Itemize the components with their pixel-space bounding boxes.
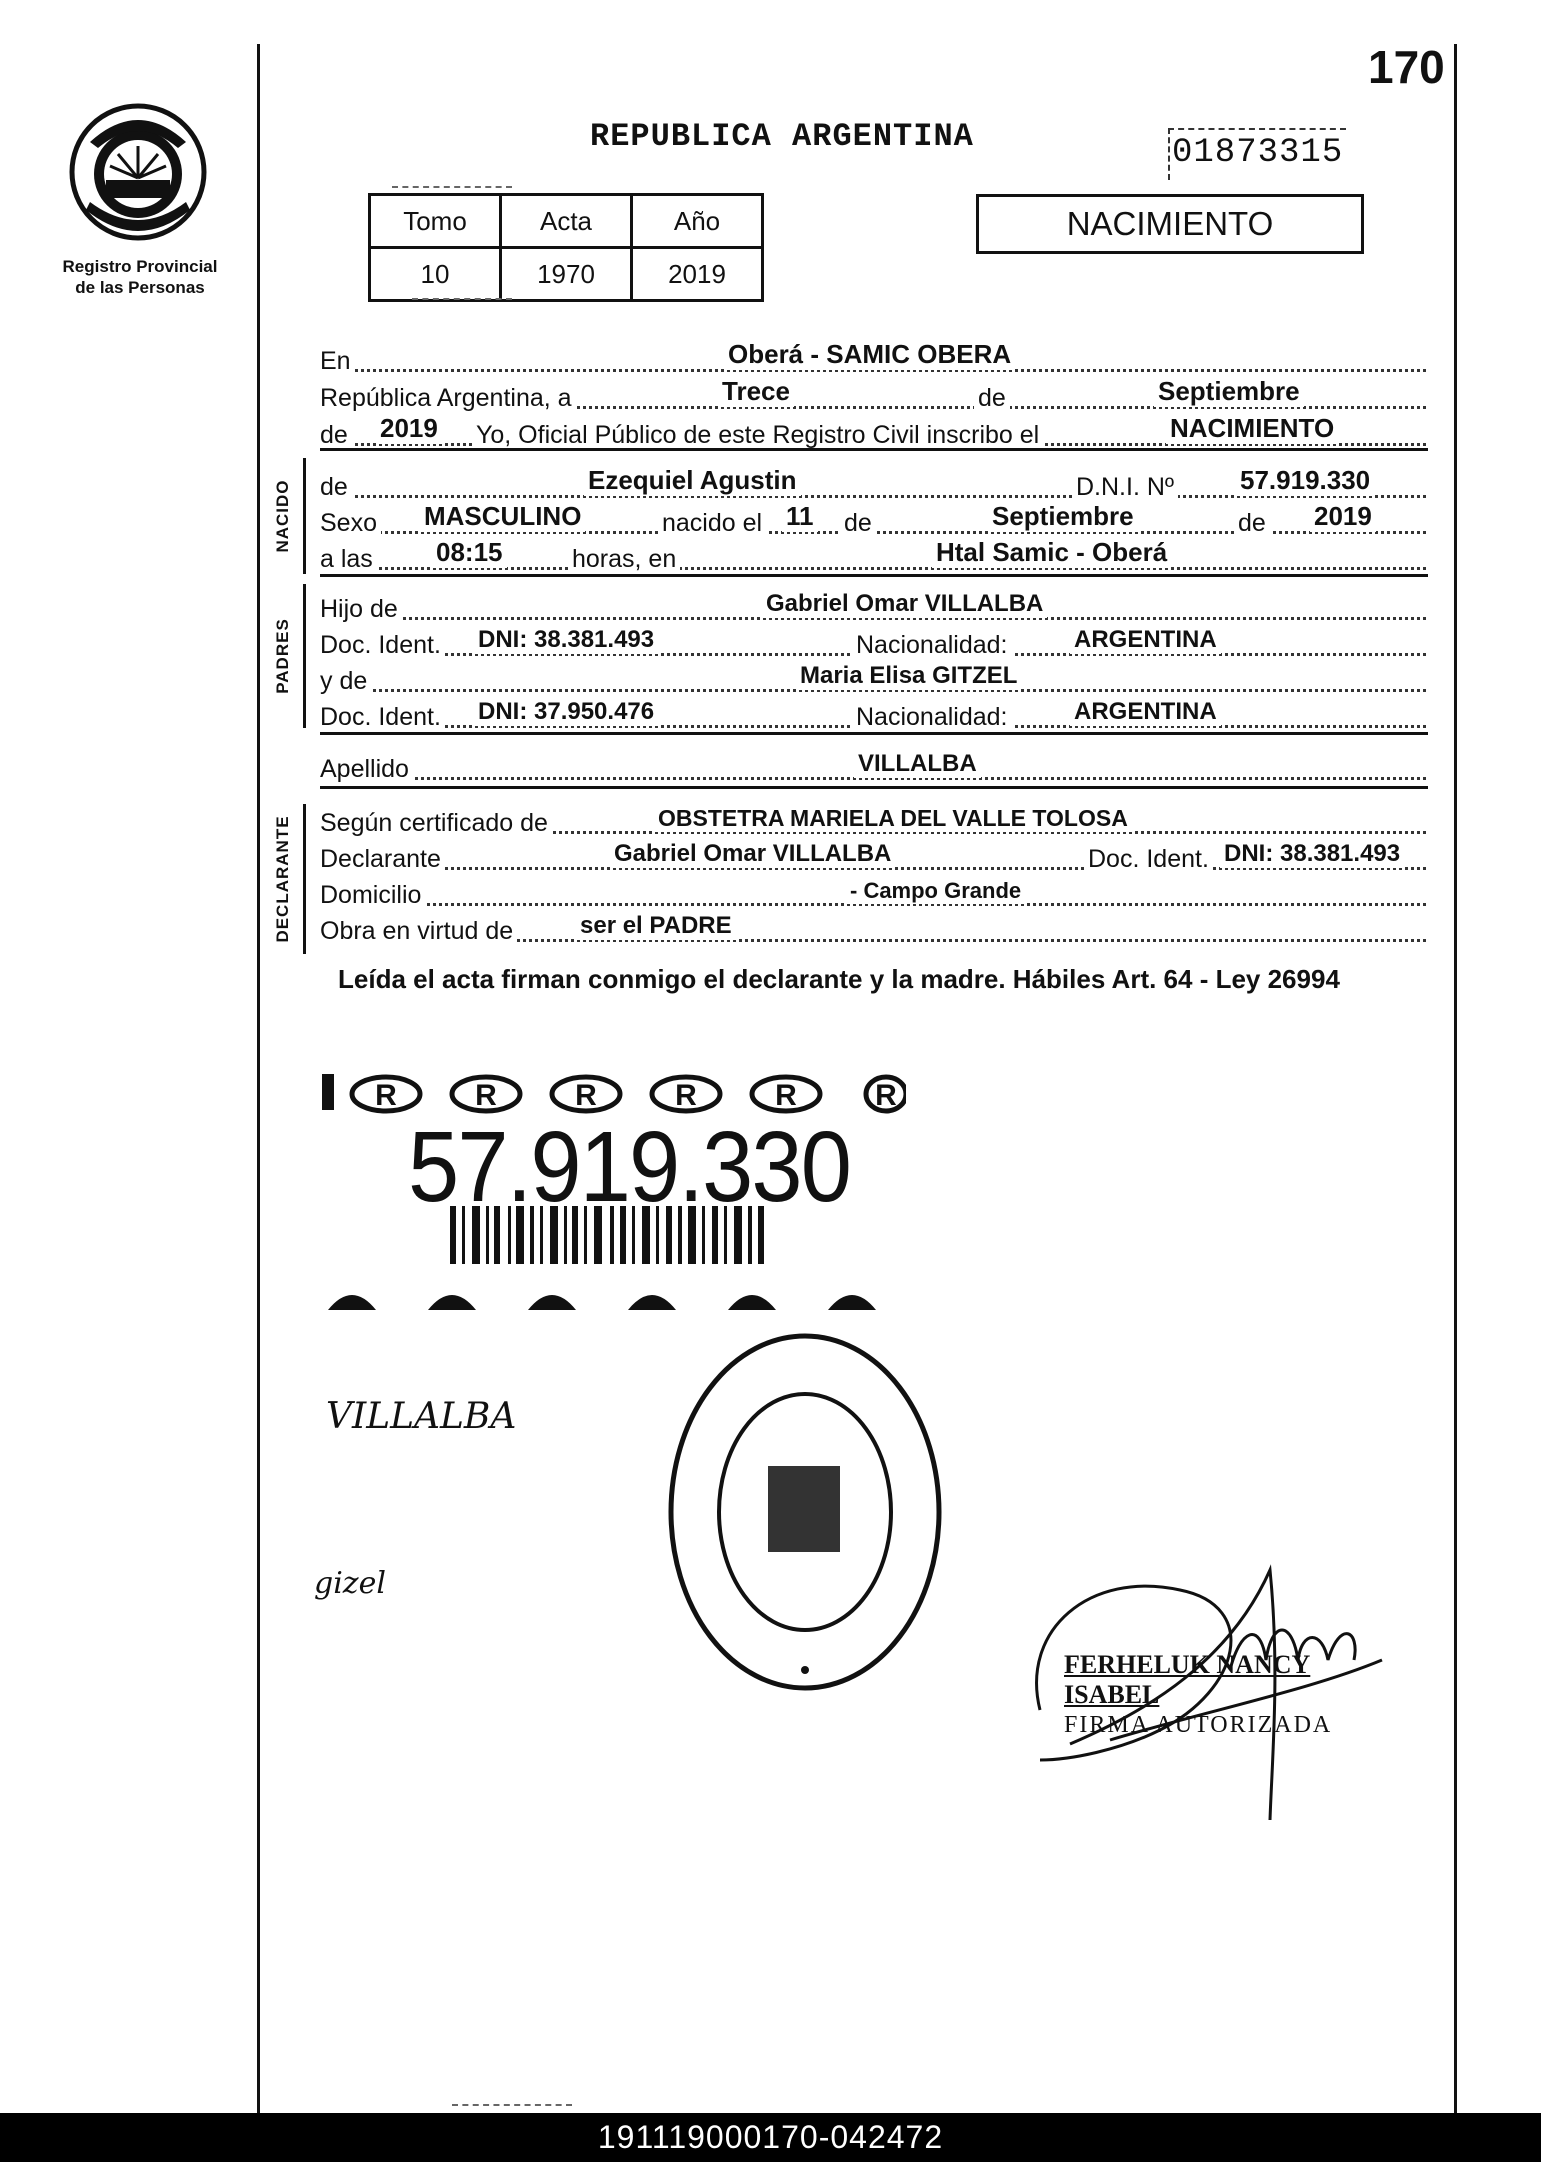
inscription-line [320,413,1426,450]
father-doc-value: DNI: 38.381.493 [474,626,658,654]
child-name-value: Ezequiel Agustin [584,465,801,496]
left-margin-rule [257,44,260,2113]
mother-nationality-value: ARGENTINA [1070,698,1221,726]
de-label: de [974,384,1010,413]
nacionalidad-label: Nacionalidad: [852,631,1012,660]
record-table-cell: 10 [370,248,501,301]
record-table-cell: 1970 [501,248,632,301]
declarante-label: Declarante [320,845,445,874]
horas-label: horas, en [568,545,680,574]
de-label: de [840,509,876,538]
declarante-section-label: DECLARANTE [268,804,298,954]
sexo-value: MASCULINO [420,501,585,532]
declarante-line [320,842,1426,874]
provincial-seal-logo [68,102,208,242]
child-dni-value: 57.919.330 [1236,465,1374,496]
serial-number: 01873315 [1172,134,1344,172]
apellido-line [320,752,1426,784]
certificate-line [320,806,1426,838]
alas-label: a las [320,545,377,574]
registry-label [40,256,240,298]
madre-signature: gizel [314,1566,386,1601]
record-table-cell: 2019 [632,248,763,301]
record-type-box: NACIMIENTO [976,194,1364,254]
birth-year-value: 2019 [1310,501,1376,532]
sticker-r-mark: R [675,1079,697,1112]
declarante-signature: VILLALBA [326,1396,517,1437]
month-value: Septiembre [1154,376,1304,407]
sticker-r-mark: R [475,1079,497,1112]
domicilio-line [320,878,1426,910]
dni-label: D.N.I. Nº [1072,473,1178,502]
year-label: de [320,421,352,450]
father-line [320,592,1426,624]
sticker-r-mark: R [375,1079,397,1112]
nacido-section-label: NACIDO [268,458,298,574]
obra-line [320,914,1426,946]
record-table-header: Año [632,195,763,248]
domicilio-value: - Campo Grande [846,878,1025,904]
segun-label: Según certificado de [320,809,552,838]
dni-sticker-number: 57.919.330 [408,1111,851,1223]
authorized-role: FIRMA AUTORIZADA [1064,1712,1333,1738]
year-value: 2019 [376,413,442,444]
authorized-name: FERHELUK NANCY ISABEL [1064,1650,1311,1709]
day-words-value: Trece [718,376,794,407]
birth-day-value: 11 [782,501,818,532]
sticker-r-mark: R [575,1079,597,1112]
nacido-birth-line [320,501,1426,538]
birth-month-value: Septiembre [988,501,1138,532]
office-seal-stamp [660,1326,950,1698]
mother-doc-value: DNI: 37.950.476 [474,698,658,726]
page-number: 170 [1368,41,1445,93]
apellido-label: Apellido [320,755,413,784]
father-nationality-value: ARGENTINA [1070,626,1221,654]
birth-place-value: Htal Samic - Oberá [932,537,1171,568]
nacionalidad-label: Nacionalidad: [852,703,1012,732]
right-margin-rule [1454,44,1457,2113]
declarante-name-value: Gabriel Omar VILLALBA [610,840,895,868]
mother-doc-line [320,700,1426,732]
record-table-header: Acta [501,195,632,248]
sticker-r-mark: R [875,1079,897,1112]
apellido-value: VILLALBA [854,750,981,778]
authorized-signatory [1064,1650,1394,1739]
nacido-el-label: nacido el [658,509,766,538]
father-doc-line [320,628,1426,660]
obra-value: ser el PADRE [576,912,736,940]
place-value: Oberá - SAMIC OBERA [724,339,1015,370]
birth-time-value: 08:15 [432,537,507,568]
inscribo-label: Yo, Oficial Público de este Registro Civil inscribo el [472,421,1043,450]
registry-label-line1: Registro Provincial [62,257,218,276]
sexo-label: Sexo [320,509,381,538]
padres-section-label: PADRES [268,584,298,728]
y-de-label: y de [320,667,371,696]
declarante-doc-value: DNI: 38.381.493 [1220,840,1404,868]
date-line [320,376,1426,413]
de-label: de [320,473,352,502]
nacido-time-line [320,537,1426,574]
hijo-de-label: Hijo de [320,595,402,624]
doc-ident-label: Doc. Ident. [320,703,445,732]
place-line [320,339,1426,376]
domicilio-label: Domicilio [320,881,425,910]
sticker-r-mark: R [775,1079,797,1112]
obra-label: Obra en virtud de [320,917,517,946]
record-table-header: Tomo [370,195,501,248]
de-label: de [1234,509,1270,538]
mother-line [320,664,1426,696]
doc-ident-label: Doc. Ident. [320,631,445,660]
nacido-name-line [320,465,1426,502]
page-title: REPUBLICA ARGENTINA [590,118,974,155]
mother-name-value: Maria Elisa GITZEL [796,662,1021,690]
footer-code: 191119000170-042472 [0,2113,1541,2162]
doc-ident-label: Doc. Ident. [1084,845,1213,874]
en-label: En [320,347,355,376]
closing-text: Leída el acta firman conmigo el declarante y la madre. Hábiles Art. 64 - Ley 26994 [338,964,1340,994]
republica-label: República Argentina, a [320,384,576,413]
father-name-value: Gabriel Omar VILLALBA [762,590,1047,618]
certificate-value: OBSTETRA MARIELA DEL VALLE TOLOSA [654,805,1132,832]
event-value: NACIMIENTO [1166,413,1338,444]
registry-label-line2: de las Personas [75,278,205,297]
record-table [368,193,764,302]
